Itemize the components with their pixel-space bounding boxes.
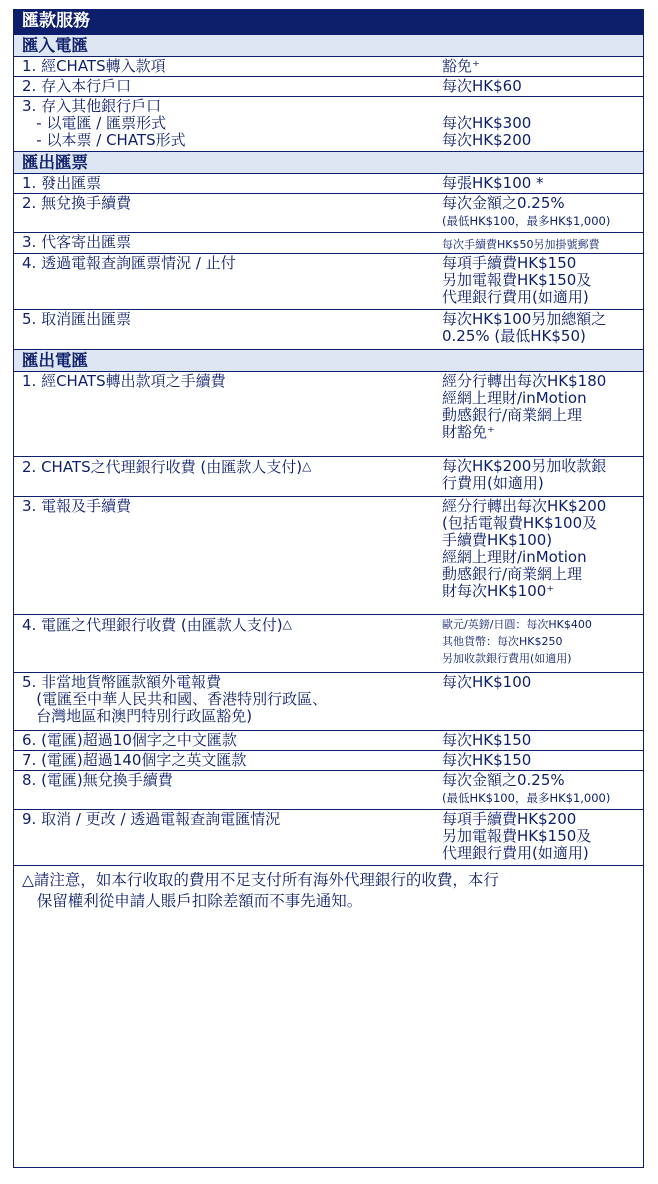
table-row — [14, 77, 643, 97]
row-fee: 每張HK$100 * — [442, 174, 544, 192]
row-label: 4. 透過電報查詢匯票情況 / 止付 — [22, 254, 236, 272]
row-label: 2. 無兌換手續費 — [22, 194, 132, 212]
row-fee: 每次手續費HK$50另加掛號郵費 — [442, 238, 600, 251]
row-label: 3. 電報及手續費 — [22, 497, 132, 515]
row-label: 5. 非當地貨幣匯款額外電報費 (電匯至中華人民共和國、香港特別行政區、 台灣地區和澳門特別行政區豁免) — [22, 673, 328, 725]
row-label: 7. (電匯)超過140個字之英文匯款 — [22, 751, 247, 769]
row-label: 3. 代客寄出匯票 — [22, 233, 132, 251]
row-fee: 每次金額之0.25% (最低HK$100，最多HK$1,000) — [442, 771, 611, 805]
row-label: 3. 存入其他銀行戶口 - 以電匯 / 匯票形式 - 以本票 / CHATS形式 — [22, 97, 186, 149]
table-row — [14, 751, 643, 771]
fee-note: (最低HK$100，最多HK$1,000) — [442, 791, 611, 805]
row-fee: 每次HK$300 每次HK$200 — [442, 114, 532, 149]
table-row — [14, 673, 643, 731]
table-row — [14, 457, 643, 497]
row-fee: 每次金額之0.25% (最低HK$100，最多HK$1,000) — [442, 194, 611, 228]
row-fee: 經分行轉出每次HK$180 經網上理財/inMotion 動感銀行/商業網上理 財豁免⁺ — [442, 372, 607, 441]
fee-table — [13, 9, 644, 1168]
row-fee: 每次HK$100 — [442, 673, 532, 691]
triangle-mark-icon: △ — [282, 617, 292, 631]
footnote — [14, 866, 643, 921]
row-fee: 每項手續費HK$200 另加電報費HK$150及 代理銀行費用(如適用) — [442, 810, 592, 862]
table-row — [14, 810, 643, 866]
table-row — [14, 731, 643, 751]
row-label: 2. 存入本行戶口 — [22, 77, 132, 95]
table-row — [14, 254, 643, 310]
fee-note: (最低HK$100，最多HK$1,000) — [442, 214, 611, 228]
row-label: 5. 取消匯出匯票 — [22, 310, 132, 328]
row-fee: 歐元/英鎊/日圓：每次HK$400 其他貨幣：每次HK$250 另加收款銀行費用(如適用) — [442, 618, 592, 665]
row-label: 4. 電匯之代理銀行收費 (由匯款人支付)△ — [22, 616, 292, 634]
table-row — [14, 174, 643, 194]
row-fee: 每次HK$200另加收款銀 行費用(如適用) — [442, 457, 607, 492]
row-label: 9. 取消 / 更改 / 透過電報查詢電匯情況 — [22, 810, 281, 828]
table-row — [14, 497, 643, 615]
section-header-inward: 匯入電匯 — [14, 35, 643, 57]
table-row — [14, 310, 643, 350]
table-row — [14, 372, 643, 457]
table-row — [14, 194, 643, 233]
row-fee: 經分行轉出每次HK$200 (包括電報費HK$100及 手續費HK$100) 經網上理財/inMotion 動感銀行/商業網上理 財每次HK$100⁺ — [442, 497, 607, 600]
row-label: 1. 發出匯票 — [22, 174, 102, 192]
footnote-text: △請注意，如本行收取的費用不足支付所有海外代理銀行的收費，本行 保留權利從申請人賬戶扣除差額而不事先通知。 — [22, 871, 499, 910]
table-row — [14, 233, 643, 254]
row-label: 1. 經CHATS轉入款項 — [22, 57, 166, 75]
row-label: 1. 經CHATS轉出款項之手續費 — [22, 372, 226, 390]
section-header-outward: 匯出電匯 — [14, 350, 643, 372]
table-row — [14, 57, 643, 77]
table-row — [14, 97, 643, 152]
row-fee: 每次HK$150 — [442, 731, 532, 749]
row-fee: 豁免⁺ — [442, 57, 480, 75]
row-fee: 每次HK$100另加總額之 0.25% (最低HK$50) — [442, 310, 607, 345]
row-fee: 每次HK$60 — [442, 77, 522, 95]
table-row — [14, 615, 643, 673]
row-fee: 每項手續費HK$150 另加電報費HK$150及 代理銀行費用(如適用) — [442, 254, 592, 306]
row-label: 6. (電匯)超過10個字之中文匯款 — [22, 731, 237, 749]
table-title: 匯款服務 — [14, 10, 643, 35]
row-fee: 每次HK$150 — [442, 751, 532, 769]
row-label: 2. CHATS之代理銀行收費 (由匯款人支付)△ — [22, 458, 312, 476]
table-row — [14, 771, 643, 810]
triangle-mark-icon: △ — [302, 459, 312, 473]
row-label: 8. (電匯)無兌換手續費 — [22, 771, 173, 789]
section-header-drafts: 匯出匯票 — [14, 152, 643, 174]
